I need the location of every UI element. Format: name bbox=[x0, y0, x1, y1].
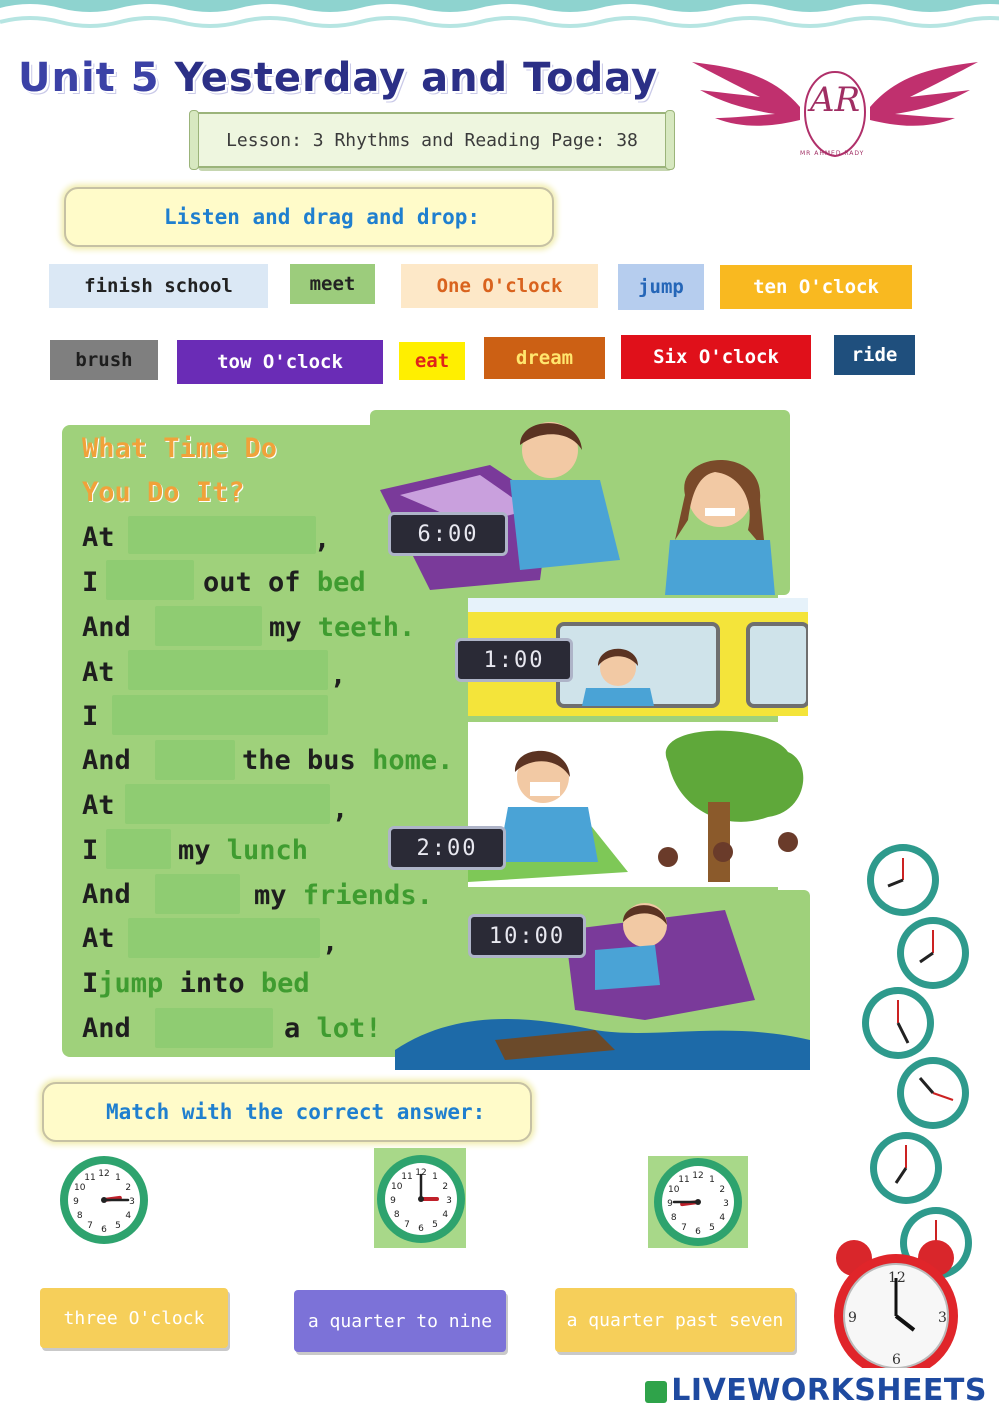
scene-bed bbox=[395, 890, 810, 1070]
line-text: my bbox=[254, 880, 287, 911]
svg-text:10: 10 bbox=[74, 1183, 86, 1193]
poem-line-1-end: , bbox=[314, 524, 331, 555]
line-text: into bbox=[179, 968, 245, 999]
poem-line-10-end: , bbox=[322, 927, 339, 958]
answer-three-oclock[interactable] bbox=[40, 1288, 228, 1348]
svg-text:6: 6 bbox=[101, 1225, 107, 1235]
poem-line-8-end bbox=[178, 835, 308, 866]
chip-label: Six O'clock bbox=[653, 346, 779, 368]
svg-text:4: 4 bbox=[442, 1210, 449, 1220]
chip-finish-school[interactable] bbox=[49, 264, 268, 308]
svg-text:12: 12 bbox=[415, 1168, 427, 1178]
svg-text:5: 5 bbox=[709, 1223, 715, 1234]
poem-line-7 bbox=[82, 790, 115, 821]
svg-text:7: 7 bbox=[681, 1223, 687, 1234]
decorative-clocks-stack bbox=[858, 838, 978, 1288]
drag-drop-instruction-text: Listen and drag and drop: bbox=[164, 205, 481, 229]
svg-text:10: 10 bbox=[668, 1185, 680, 1195]
answer-blank-6[interactable] bbox=[155, 740, 235, 780]
svg-text:1: 1 bbox=[709, 1174, 715, 1185]
answer-blank-2[interactable] bbox=[106, 560, 194, 600]
match-clock-3-icon bbox=[652, 1156, 744, 1248]
line-keyword: home. bbox=[372, 745, 454, 776]
svg-text:9: 9 bbox=[848, 1310, 857, 1326]
svg-text:1: 1 bbox=[432, 1171, 438, 1182]
poem-line-4 bbox=[82, 657, 115, 688]
svg-text:1: 1 bbox=[115, 1172, 121, 1183]
answer-blank-4[interactable] bbox=[128, 650, 328, 690]
line-start: I bbox=[82, 567, 99, 598]
scene-lunch bbox=[468, 722, 813, 887]
chip-label: ten O'clock bbox=[753, 276, 879, 298]
answer-label: three O'clock bbox=[63, 1307, 205, 1329]
answer-blank-7[interactable] bbox=[125, 784, 330, 824]
chip-label: eat bbox=[414, 350, 450, 372]
poem-line-3 bbox=[82, 612, 131, 643]
svg-text:3: 3 bbox=[723, 1199, 729, 1209]
line-start: I bbox=[82, 835, 99, 866]
chip-label: jump bbox=[638, 276, 684, 298]
deco-clock-icon bbox=[867, 844, 939, 916]
svg-text:5: 5 bbox=[432, 1220, 438, 1231]
girl-waking-illustration bbox=[370, 410, 790, 595]
lunch-illustration bbox=[468, 722, 813, 887]
line-start: And bbox=[82, 612, 131, 643]
chip-eat[interactable] bbox=[399, 342, 465, 380]
poem-line-9-end bbox=[254, 880, 433, 911]
digital-clock-2: 2:00 bbox=[388, 826, 506, 870]
lesson-scroll bbox=[195, 112, 669, 168]
poem-line-2 bbox=[82, 567, 98, 598]
line-keyword: jump bbox=[98, 968, 164, 999]
chip-meet[interactable] bbox=[290, 264, 375, 304]
line-keyword: lunch bbox=[226, 835, 309, 866]
poem-line-9 bbox=[82, 879, 131, 910]
logo-subtext: MR AHMED RADY bbox=[800, 150, 865, 157]
svg-text:4: 4 bbox=[719, 1213, 726, 1223]
svg-text:7: 7 bbox=[87, 1221, 93, 1232]
poem-line-12-end bbox=[284, 1013, 382, 1044]
chip-brush[interactable] bbox=[50, 340, 158, 380]
digital-clock-10: 10:00 bbox=[468, 914, 586, 958]
poem-line-6-end bbox=[242, 745, 453, 776]
svg-text:9: 9 bbox=[667, 1199, 673, 1209]
line-keyword: friends. bbox=[302, 880, 433, 911]
line-start: And bbox=[82, 745, 131, 776]
answer-quarter-past-seven[interactable] bbox=[555, 1288, 795, 1352]
line-keyword: bed bbox=[316, 567, 366, 598]
line-text: a bbox=[284, 1013, 301, 1044]
svg-text:9: 9 bbox=[73, 1197, 79, 1207]
svg-text:4: 4 bbox=[125, 1211, 132, 1221]
match-instruction bbox=[42, 1082, 532, 1142]
match-instruction-text: Match with the correct answer: bbox=[106, 1100, 486, 1124]
svg-text:12: 12 bbox=[888, 1270, 906, 1286]
match-clock-1-icon bbox=[58, 1154, 150, 1246]
chip-one-oclock[interactable] bbox=[401, 264, 598, 308]
line-keyword: bed bbox=[260, 968, 310, 999]
line-keyword: teeth. bbox=[317, 612, 416, 643]
line-start: At bbox=[82, 790, 115, 821]
svg-text:12: 12 bbox=[692, 1171, 704, 1181]
svg-text:3: 3 bbox=[446, 1196, 452, 1206]
poem-line-6 bbox=[82, 745, 131, 776]
line-start: And bbox=[82, 1013, 131, 1044]
line-start: I bbox=[82, 968, 99, 999]
lesson-label: Lesson: 3 Rhythms and Reading Page: 38 bbox=[226, 129, 638, 151]
poem-line-11 bbox=[82, 968, 310, 999]
brand-logo bbox=[645, 1373, 987, 1408]
svg-text:12: 12 bbox=[98, 1169, 110, 1179]
svg-text:2: 2 bbox=[719, 1185, 726, 1195]
poem-title-line1: What Time Do bbox=[82, 433, 278, 464]
chip-tow-oclock[interactable] bbox=[177, 340, 383, 384]
chip-jump[interactable] bbox=[618, 264, 704, 310]
match-clock-2-icon bbox=[375, 1153, 467, 1245]
answer-label: a quarter to nine bbox=[307, 1310, 493, 1332]
chip-dream[interactable] bbox=[484, 337, 605, 379]
svg-text:11: 11 bbox=[678, 1174, 690, 1185]
svg-text:6: 6 bbox=[695, 1227, 701, 1237]
logo-text: AR bbox=[810, 80, 861, 120]
svg-text:3: 3 bbox=[129, 1197, 135, 1207]
svg-text:5: 5 bbox=[115, 1221, 121, 1232]
brand-text: LIVEWORKSHEETS bbox=[671, 1373, 987, 1408]
answer-blank-5[interactable] bbox=[112, 695, 328, 735]
answer-blank-9[interactable] bbox=[155, 874, 240, 914]
svg-text:2: 2 bbox=[442, 1182, 449, 1192]
liveworksheets-icon bbox=[645, 1381, 667, 1403]
chip-six-oclock[interactable] bbox=[621, 335, 811, 379]
svg-text:2: 2 bbox=[125, 1183, 132, 1193]
answer-blank-1[interactable] bbox=[128, 516, 316, 554]
chip-ten-oclock[interactable] bbox=[720, 265, 912, 309]
poem-title-line2: You Do It? bbox=[82, 477, 245, 508]
line-text: my bbox=[178, 835, 211, 866]
poem-line-2-end bbox=[203, 567, 366, 598]
svg-text:8: 8 bbox=[76, 1211, 83, 1221]
girl-sleeping-illustration bbox=[395, 890, 810, 1070]
line-text: out of bbox=[203, 567, 301, 598]
line-text: my bbox=[269, 612, 302, 643]
digital-clock-6: 6:00 bbox=[388, 512, 508, 556]
chip-ride[interactable] bbox=[834, 335, 915, 375]
page-title bbox=[18, 55, 658, 101]
answer-blank-12[interactable] bbox=[155, 1008, 273, 1048]
chip-label: finish school bbox=[84, 275, 233, 297]
svg-text:6: 6 bbox=[892, 1352, 901, 1368]
answer-quarter-to-nine[interactable] bbox=[294, 1290, 506, 1352]
unit-label: Unit 5 bbox=[18, 55, 160, 101]
line-start: At bbox=[82, 522, 115, 553]
svg-text:8: 8 bbox=[393, 1210, 400, 1220]
answer-blank-8[interactable] bbox=[106, 829, 171, 869]
line-text: the bus bbox=[242, 745, 356, 776]
svg-text:6: 6 bbox=[418, 1224, 424, 1234]
svg-text:7: 7 bbox=[404, 1220, 410, 1231]
title-text: Yesterday and Today bbox=[174, 55, 659, 101]
svg-text:11: 11 bbox=[401, 1171, 413, 1182]
poem-line-1 bbox=[82, 522, 115, 553]
drag-drop-instruction bbox=[64, 187, 554, 247]
poem-line-12 bbox=[82, 1013, 131, 1044]
digital-clock-1: 1:00 bbox=[455, 638, 573, 682]
chip-label: dream bbox=[515, 347, 574, 369]
poem-line-5 bbox=[82, 701, 98, 732]
alarm-clock-icon bbox=[826, 1228, 966, 1368]
poem-line-7-end: , bbox=[332, 794, 349, 825]
svg-text:8: 8 bbox=[670, 1213, 677, 1223]
svg-text:9: 9 bbox=[390, 1196, 396, 1206]
poem-line-3-end bbox=[269, 612, 415, 643]
svg-text:11: 11 bbox=[84, 1172, 96, 1183]
poem-line-8 bbox=[82, 835, 98, 866]
line-keyword: lot! bbox=[316, 1013, 382, 1044]
chip-label: meet bbox=[309, 273, 356, 295]
line-start: At bbox=[82, 923, 115, 954]
chip-label: tow O'clock bbox=[217, 351, 343, 373]
scene-wake-up bbox=[370, 410, 790, 595]
answer-label: a quarter past seven bbox=[566, 1309, 784, 1331]
answer-blank-3[interactable] bbox=[155, 606, 262, 646]
chip-label: ride bbox=[851, 344, 898, 366]
poem-line-10 bbox=[82, 923, 115, 954]
line-start: I bbox=[82, 701, 99, 732]
line-start: At bbox=[82, 657, 115, 688]
top-wave-border bbox=[0, 0, 999, 40]
chip-label: One O'clock bbox=[436, 275, 563, 297]
svg-text:3: 3 bbox=[938, 1310, 947, 1326]
answer-blank-10[interactable] bbox=[128, 918, 320, 958]
poem-line-4-end: , bbox=[330, 660, 347, 691]
line-start: And bbox=[82, 879, 131, 910]
chip-label: brush bbox=[75, 349, 133, 371]
svg-text:10: 10 bbox=[391, 1182, 403, 1192]
